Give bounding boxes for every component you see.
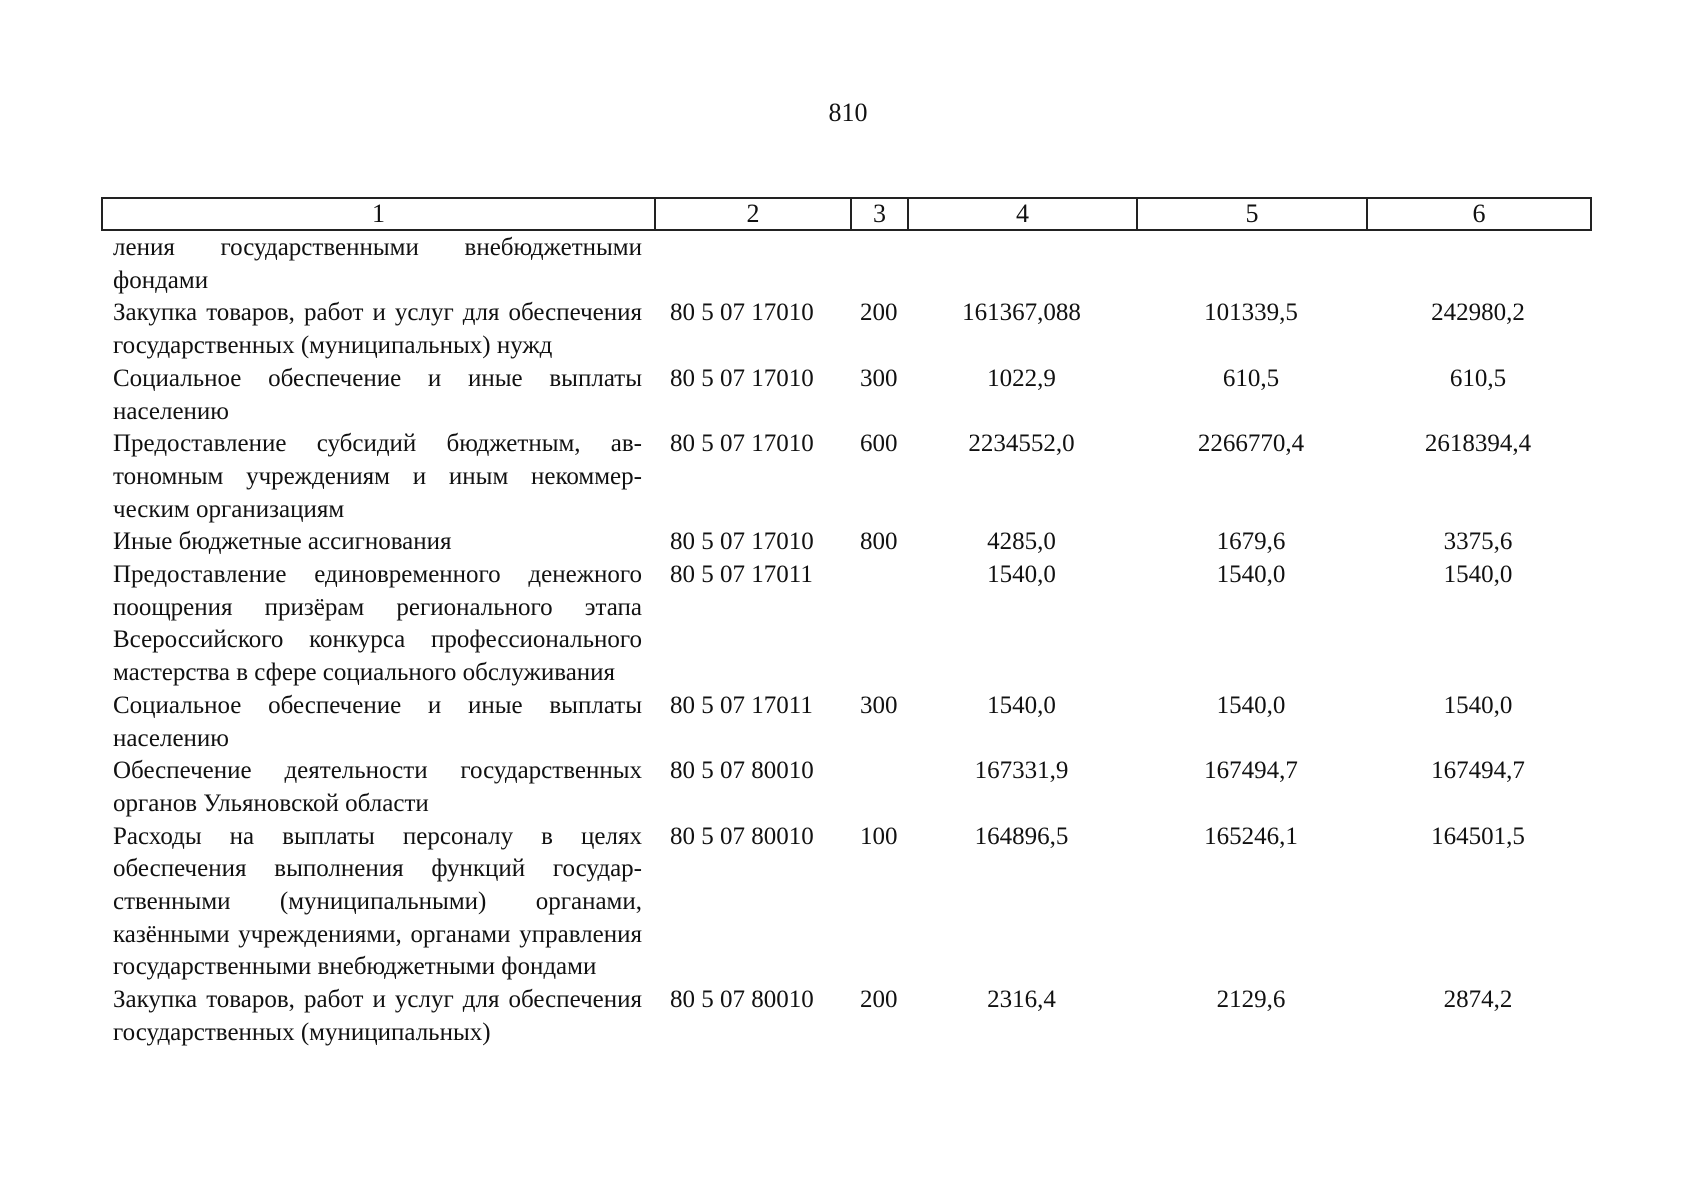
row-expense-type	[850, 232, 907, 297]
row-value-col5: 167494,7	[1204, 757, 1298, 785]
row-code: 80 5 07 17010	[670, 299, 814, 327]
table-row	[101, 297, 1590, 362]
row-code: 80 5 07 80010	[670, 822, 814, 850]
row-code: 80 5 07 17010	[670, 528, 814, 556]
table-row	[101, 363, 1590, 428]
row-value-col5: 101339,5	[1204, 299, 1298, 327]
row-value-col5: 2266770,4	[1197, 430, 1305, 458]
row-value-col6: 1540,0	[1443, 561, 1513, 589]
row-expense-type: 300	[860, 691, 898, 719]
row-value-col4: 4285,0	[987, 528, 1056, 556]
row-expense-type	[850, 755, 907, 820]
row-expense-type: 100	[860, 822, 898, 850]
column-header-4: 4	[908, 198, 1137, 230]
row-value-col6: 3375,6	[1443, 528, 1513, 556]
row-value-col6: 167494,7	[1431, 757, 1525, 785]
row-code: 80 5 07 17010	[670, 430, 814, 458]
row-code: 80 5 07 17011	[670, 691, 813, 719]
row-value-col5: 1540,0	[1216, 691, 1286, 719]
row-description: Закупка товаров, работ и услуг для обеспечения государственных (муниципальных) нужд	[113, 299, 642, 360]
row-expense-type: 800	[860, 528, 898, 556]
table-row	[101, 690, 1590, 755]
row-code: 80 5 07 80010	[670, 757, 814, 785]
row-description: Социальное обеспечение и иные выплаты населению	[113, 364, 642, 425]
row-code: 80 5 07 80010	[670, 986, 814, 1014]
row-value-col4	[907, 232, 1136, 297]
table-row	[101, 559, 1590, 690]
row-description: Предоставление субсидий бюджетным, автономным учреждениям и иным некоммерческим организациям	[113, 430, 642, 523]
row-description: Социальное обеспечение и иные выплаты населению	[113, 691, 642, 752]
page-number: 810	[828, 98, 868, 127]
table-row	[101, 755, 1590, 820]
row-value-col4: 2234552,0	[968, 430, 1075, 458]
row-value-col6: 164501,5	[1431, 822, 1525, 850]
row-code: 80 5 07 17011	[670, 561, 813, 589]
row-description: Обеспечение деятельности государственных органов Ульяновской области	[113, 757, 642, 817]
table-header	[101, 197, 1592, 231]
row-description: ления государственными внебюджетными фондами	[113, 234, 642, 294]
column-header-6: 6	[1367, 198, 1591, 230]
row-value-col5: 165246,1	[1204, 822, 1298, 850]
table-row	[101, 821, 1590, 985]
row-expense-type: 200	[860, 299, 898, 327]
table-row	[101, 428, 1590, 526]
row-value-col4: 1540,0	[987, 561, 1056, 589]
row-value-col5: 1679,6	[1216, 528, 1286, 556]
row-value-col6: 2874,2	[1443, 986, 1513, 1014]
row-value-col6: 610,5	[1449, 364, 1507, 392]
table-row	[101, 984, 1590, 1049]
row-value-col6: 1540,0	[1443, 691, 1513, 719]
row-value-col5: 1540,0	[1216, 561, 1286, 589]
column-header-2: 2	[655, 198, 851, 230]
row-expense-type: 200	[860, 986, 898, 1014]
row-description: Закупка товаров, работ и услуг для обеспечения государственных (муниципальных)	[113, 986, 642, 1046]
column-header-5: 5	[1137, 198, 1367, 230]
row-value-col5: 2129,6	[1216, 986, 1286, 1014]
row-description: Иные бюджетные ассигнования	[113, 528, 452, 556]
column-header-3: 3	[851, 198, 908, 230]
row-value-col6: 2618394,4	[1424, 430, 1532, 458]
table-body	[101, 232, 1590, 1050]
row-value-col4: 1540,0	[987, 691, 1056, 719]
row-expense-type: 600	[860, 430, 898, 458]
row-description: Предоставление единовременного денежного поощрения призёрам регионального этапа Всероссийского конкурса профессионального мастерства в сфере социального обслуживания	[113, 561, 642, 687]
row-value-col4: 164896,5	[974, 822, 1069, 850]
row-value-col4: 2316,4	[987, 986, 1056, 1014]
row-value-col4: 167331,9	[974, 757, 1069, 785]
row-value-col4: 1022,9	[987, 364, 1056, 392]
row-expense-type: 300	[860, 364, 898, 392]
row-description: Расходы на выплаты персоналу в целях обеспечения выполнения функций государственными (муниципальными) органами, казёнными учреждениями, органами управления государственными внебюджетными фондами	[113, 822, 642, 981]
row-code	[654, 232, 850, 297]
row-value-col6	[1366, 232, 1590, 297]
column-header-1: 1	[102, 198, 655, 230]
table-row	[101, 232, 1590, 297]
row-value-col5: 610,5	[1222, 364, 1280, 392]
row-value-col5	[1136, 232, 1366, 297]
row-value-col6: 242980,2	[1431, 299, 1525, 327]
table-row	[101, 526, 1590, 559]
row-value-col4: 161367,088	[962, 299, 1081, 327]
row-expense-type	[850, 559, 907, 690]
header-row	[102, 198, 1591, 230]
budget-table	[101, 232, 1590, 1050]
row-code: 80 5 07 17010	[670, 364, 814, 392]
